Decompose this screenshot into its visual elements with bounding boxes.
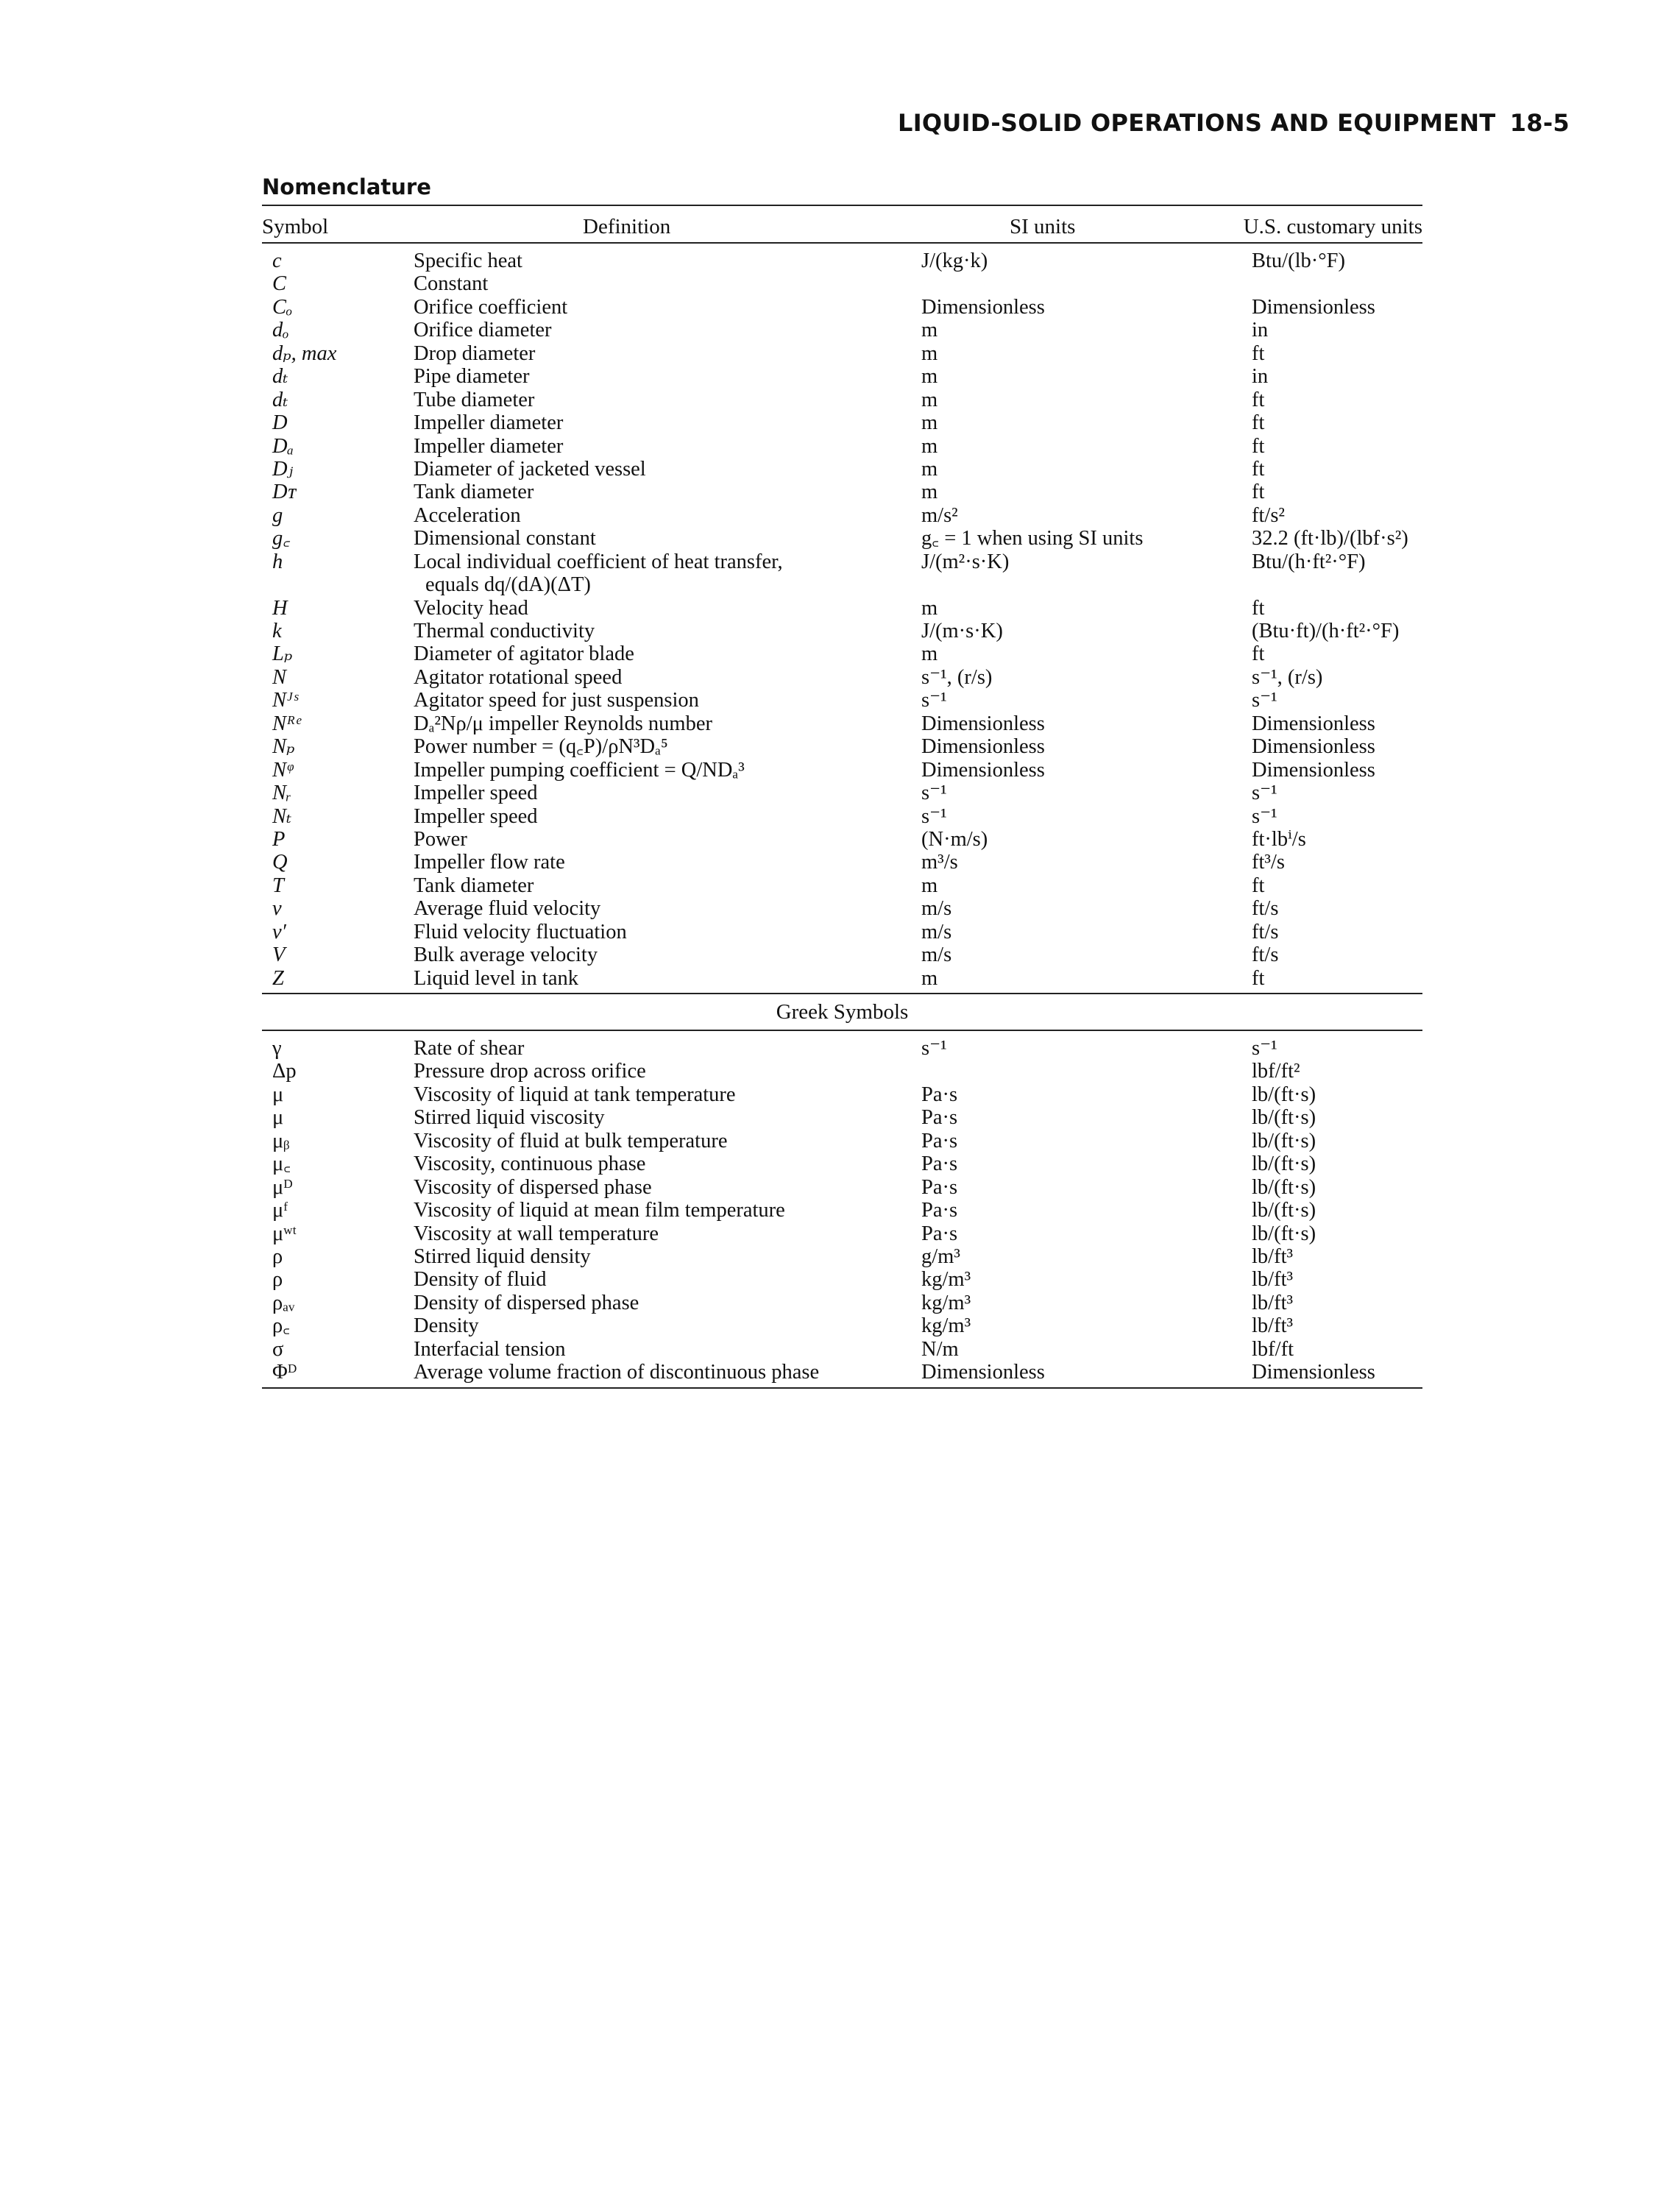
greek-symbol-rows: [262, 1037, 1422, 1384]
us-units-cell: ft: [1252, 642, 1265, 666]
symbol-cell: Lₚ: [272, 642, 293, 666]
definition-cell: Viscosity of liquid at mean film temperature: [414, 1199, 785, 1222]
si-units-cell: Dimensionless: [921, 712, 1045, 735]
si-units-cell: s⁻¹: [921, 804, 947, 828]
definition-cell: Tank diameter: [414, 481, 534, 504]
us-units-cell: lbf/ft: [1252, 1337, 1294, 1361]
symbol-cell: Nₜ: [272, 804, 292, 828]
table-row: [262, 921, 1422, 943]
symbol-cell: T: [272, 874, 284, 897]
symbol-cell: dₚ, max: [272, 341, 337, 365]
definition-cell: Bulk average velocity: [414, 943, 598, 967]
symbol-cell: dₒ: [272, 319, 289, 342]
symbol-cell: dₜ: [272, 388, 288, 411]
header-definition: Definition: [583, 215, 671, 238]
definition-cell: Impeller speed: [414, 804, 538, 828]
definition-cell: Drop diameter: [414, 341, 536, 365]
us-units-cell: ft: [1252, 596, 1265, 620]
si-units-cell: m/s²: [921, 503, 958, 527]
us-units-cell: ft: [1252, 457, 1265, 481]
si-units-cell: m: [921, 874, 938, 897]
definition-cell: Rate of shear: [414, 1037, 525, 1060]
table-row: [262, 805, 1422, 828]
si-units-cell: m: [921, 481, 938, 504]
definition-cell: Specific heat: [414, 249, 522, 272]
us-units-cell: lbf/ft²: [1252, 1060, 1300, 1083]
si-units-cell: Pa·s: [921, 1152, 958, 1176]
definition-cell: Average volume fraction of discontinuous phase: [414, 1361, 820, 1384]
definition-cell: Power number = (q꜀P)/ρN³Dₐ⁵: [414, 735, 668, 759]
table-row: [262, 1083, 1422, 1106]
si-units-cell: m: [921, 365, 938, 389]
si-units-cell: Pa·s: [921, 1106, 958, 1130]
symbol-cell: Δp: [272, 1060, 297, 1083]
si-units-cell: J/(kg·k): [921, 249, 988, 272]
us-units-cell: in: [1252, 319, 1269, 342]
us-units-cell: Dimensionless: [1252, 712, 1375, 735]
symbol-cell: dₜ: [272, 365, 288, 389]
si-units-cell: Dimensionless: [921, 735, 1045, 759]
definition-cell: Tube diameter: [414, 388, 535, 411]
us-units-cell: lb/ft³: [1252, 1291, 1294, 1314]
symbol-cell: μᶠ: [272, 1199, 288, 1222]
symbol-cell: D: [272, 411, 288, 435]
si-units-cell: (N·m/s): [921, 827, 988, 851]
us-units-cell: s⁻¹: [1252, 1037, 1277, 1060]
definition-cell: Diameter of agitator blade: [414, 642, 634, 666]
us-units-cell: ft/s: [1252, 897, 1279, 921]
us-units-cell: ft·lbⁱ/s: [1252, 827, 1306, 851]
si-units-cell: m: [921, 642, 938, 666]
table-row: [262, 782, 1422, 804]
si-units-cell: s⁻¹: [921, 782, 947, 805]
symbol-cell: h: [272, 550, 283, 573]
si-units-cell: Dimensionless: [921, 1361, 1045, 1384]
definition-cell: Constant: [414, 272, 489, 296]
definition-cell: Stirred liquid viscosity: [414, 1106, 605, 1130]
table-row: [262, 389, 1422, 411]
definition-continuation: equals dq/(dA)(ΔT): [425, 573, 591, 597]
running-head: [883, 109, 1578, 143]
us-units-cell: Dimensionless: [1252, 1361, 1375, 1384]
symbol-cell: N: [272, 665, 287, 689]
si-units-cell: g꜀ = 1 when using SI units: [921, 527, 1144, 550]
si-units-cell: m: [921, 388, 938, 411]
us-units-cell: ft: [1252, 434, 1265, 458]
symbol-cell: k: [272, 620, 282, 643]
us-units-cell: ft³/s: [1252, 851, 1285, 874]
symbol-cell: μ: [272, 1106, 284, 1130]
symbol-cell: Φᴰ: [272, 1361, 297, 1384]
definition-cell: Impeller pumping coefficient = Q/NDₐ³: [414, 758, 745, 782]
us-units-cell: ft: [1252, 481, 1265, 504]
definition-cell: Interfacial tension: [414, 1337, 566, 1361]
definition-cell: Impeller diameter: [414, 411, 564, 435]
table-header: [262, 206, 1422, 242]
si-units-cell: m/s: [921, 897, 952, 921]
table-row: [262, 1361, 1422, 1384]
definition-cell: Pressure drop across orifice: [414, 1060, 646, 1083]
us-units-cell: lb/(ft·s): [1252, 1106, 1316, 1130]
table-row: [262, 435, 1422, 458]
table-row: [262, 1060, 1422, 1083]
symbol-cell: γ: [272, 1037, 282, 1060]
table-row: [262, 1199, 1422, 1222]
table-bottom-rule: [262, 1387, 1422, 1389]
si-units-cell: kg/m³: [921, 1291, 971, 1314]
si-units-cell: Pa·s: [921, 1175, 958, 1199]
us-units-cell: ft/s: [1252, 920, 1279, 943]
si-units-cell: s⁻¹: [921, 1037, 947, 1060]
table-row: [262, 642, 1422, 665]
symbol-cell: Dⱼ: [272, 457, 294, 481]
si-units-cell: N/m: [921, 1337, 959, 1361]
definition-cell: Impeller speed: [414, 782, 538, 805]
symbol-cell: Q: [272, 851, 288, 874]
definition-cell: Viscosity at wall temperature: [414, 1222, 659, 1245]
definition-cell: Viscosity of dispersed phase: [414, 1175, 652, 1199]
table-row: [262, 1152, 1422, 1175]
si-units-cell: Pa·s: [921, 1199, 958, 1222]
definition-cell: Impeller diameter: [414, 434, 564, 458]
table-row: [262, 828, 1422, 851]
symbol-cell: V: [272, 943, 286, 967]
symbol-cell: Nᵣ: [272, 782, 292, 805]
definition-cell: Impeller flow rate: [414, 851, 565, 874]
symbol-cell: P: [272, 827, 286, 851]
table-row: [262, 504, 1422, 527]
definition-cell: Tank diameter: [414, 874, 534, 897]
table-row: [262, 967, 1422, 990]
symbol-cell: g: [272, 503, 283, 527]
symbol-cell: Cₒ: [272, 295, 293, 319]
table-row: [262, 1338, 1422, 1361]
symbol-cell: ρ: [272, 1268, 283, 1292]
symbol-cell: ρₐᵥ: [272, 1291, 295, 1314]
running-head-title: LIQUID-SOLID OPERATIONS AND EQUIPMENT: [898, 109, 1496, 137]
definition-cell: Viscosity of fluid at bulk temperature: [414, 1129, 728, 1152]
us-units-cell: s⁻¹: [1252, 782, 1277, 805]
si-units-cell: s⁻¹: [921, 689, 947, 712]
symbol-cell: Dᴛ: [272, 481, 296, 504]
si-units-cell: kg/m³: [921, 1268, 971, 1292]
definition-cell: Acceleration: [414, 503, 521, 527]
table-row: [262, 1222, 1422, 1245]
us-units-cell: lb/(ft·s): [1252, 1083, 1316, 1106]
table-row: [262, 296, 1422, 319]
si-units-cell: Dimensionless: [921, 758, 1045, 782]
table-row: [262, 1314, 1422, 1337]
definition-cell: Viscosity, continuous phase: [414, 1152, 646, 1176]
definition-cell: Viscosity of liquid at tank temperature: [414, 1083, 736, 1106]
table-row: [262, 1268, 1422, 1291]
si-units-cell: kg/m³: [921, 1314, 971, 1338]
symbol-rows: [262, 249, 1422, 990]
definition-cell: Orifice diameter: [414, 319, 552, 342]
definition-cell: Pipe diameter: [414, 365, 530, 389]
definition-cell: Agitator rotational speed: [414, 665, 623, 689]
si-units-cell: Dimensionless: [921, 295, 1045, 319]
us-units-cell: s⁻¹, (r/s): [1252, 665, 1323, 689]
symbol-cell: ρ: [272, 1244, 283, 1268]
symbol-cell: μʷᵗ: [272, 1222, 297, 1245]
symbol-cell: C: [272, 272, 287, 296]
definition-cell: Density of dispersed phase: [414, 1291, 639, 1314]
table-row: [262, 527, 1422, 550]
symbol-cell: Dₐ: [272, 434, 294, 458]
us-units-cell: Btu/(lb·°F): [1252, 249, 1345, 272]
si-units-cell: J/(m·s·K): [921, 620, 1003, 643]
us-units-cell: lb/(ft·s): [1252, 1222, 1316, 1245]
nomenclature-table: [262, 205, 1422, 1389]
us-units-cell: ft: [1252, 388, 1265, 411]
definition-cell: Fluid velocity fluctuation: [414, 920, 627, 943]
header-si-units: SI units: [1010, 215, 1076, 238]
definition-cell: Thermal conductivity: [414, 620, 595, 643]
si-units-cell: m: [921, 434, 938, 458]
symbol-cell: μᴰ: [272, 1175, 293, 1199]
table-row: [262, 249, 1422, 272]
symbol-cell: g꜀: [272, 527, 291, 550]
page-number: 18-5: [1509, 109, 1570, 137]
si-units-cell: g/m³: [921, 1244, 960, 1268]
table-row: [262, 735, 1422, 758]
definition-cell: Density: [414, 1314, 479, 1338]
us-units-cell: ft: [1252, 966, 1265, 990]
table-row: [262, 943, 1422, 966]
us-units-cell: Dimensionless: [1252, 758, 1375, 782]
symbol-cell: v′: [272, 920, 286, 943]
us-units-cell: lb/(ft·s): [1252, 1199, 1316, 1222]
us-units-cell: lb/ft³: [1252, 1268, 1294, 1292]
table-row: [262, 481, 1422, 503]
greek-symbols-header: Greek Symbols: [776, 1000, 909, 1024]
table-row: [262, 272, 1422, 295]
table-row: [262, 550, 1422, 597]
us-units-cell: lb/ft³: [1252, 1314, 1294, 1338]
definition-cell: Liquid level in tank: [414, 966, 578, 990]
symbol-cell: μ: [272, 1083, 284, 1106]
si-units-cell: m/s: [921, 943, 952, 967]
definition-cell: Agitator speed for just suspension: [414, 689, 699, 712]
definition-cell: Diameter of jacketed vessel: [414, 457, 646, 481]
table-row: [262, 1245, 1422, 1268]
us-units-cell: lb/ft³: [1252, 1244, 1294, 1268]
si-units-cell: m: [921, 457, 938, 481]
us-units-cell: ft: [1252, 874, 1265, 897]
definition-cell: Orifice coefficient: [414, 295, 568, 319]
symbol-cell: σ: [272, 1337, 284, 1361]
si-units-cell: J/(m²·s·K): [921, 550, 1010, 573]
table-row: [262, 689, 1422, 712]
si-units-cell: m/s: [921, 920, 952, 943]
table-row: [262, 1176, 1422, 1199]
us-units-cell: lb/(ft·s): [1252, 1175, 1316, 1199]
si-units-cell: s⁻¹, (r/s): [921, 665, 993, 689]
table-row: [262, 897, 1422, 920]
definition-cell: Average fluid velocity: [414, 897, 601, 921]
symbol-cell: v: [272, 897, 282, 921]
si-units-cell: m: [921, 596, 938, 620]
us-units-cell: lb/(ft·s): [1252, 1129, 1316, 1152]
symbol-cell: Nₚ: [272, 735, 295, 759]
si-units-cell: m³/s: [921, 851, 958, 874]
table-row: [262, 666, 1422, 689]
table-row: [262, 874, 1422, 897]
table-row: [262, 411, 1422, 434]
si-units-cell: Pa·s: [921, 1222, 958, 1245]
header-symbol: Symbol: [262, 215, 329, 238]
header-us-units: U.S. customary units: [1243, 215, 1422, 238]
table-row: [262, 458, 1422, 481]
us-units-cell: ft: [1252, 341, 1265, 365]
us-units-cell: ft/s²: [1252, 503, 1285, 527]
si-units-cell: m: [921, 966, 938, 990]
us-units-cell: Btu/(h·ft²·°F): [1252, 550, 1366, 573]
us-units-cell: ft/s: [1252, 943, 1279, 967]
us-units-cell: in: [1252, 365, 1269, 389]
definition-cell: Dₐ²Nρ/μ impeller Reynolds number: [414, 712, 712, 735]
table-row: [262, 1037, 1422, 1060]
us-units-cell: ft: [1252, 411, 1265, 435]
symbol-cell: Nᴶˢ: [272, 689, 298, 712]
symbol-cell: Z: [272, 966, 284, 990]
definition-cell: Local individual coefficient of heat transfer,: [414, 550, 783, 573]
symbol-cell: ρ꜀: [272, 1314, 291, 1338]
symbol-cell: c: [272, 249, 282, 272]
us-units-cell: 32.2 (ft·lb)/(lbf·s²): [1252, 527, 1408, 550]
table-row: [262, 851, 1422, 874]
table-row: [262, 712, 1422, 735]
us-units-cell: (Btu·ft)/(h·ft²·°F): [1252, 620, 1400, 643]
definition-cell: Power: [414, 827, 467, 851]
section-title: Nomenclature: [262, 174, 431, 199]
table-row: [262, 620, 1422, 642]
si-units-cell: Pa·s: [921, 1083, 958, 1106]
symbol-cell: Nᵠ: [272, 758, 293, 782]
definition-cell: Density of fluid: [414, 1268, 547, 1292]
table-row: [262, 1292, 1422, 1314]
symbol-cell: Nᴿᵉ: [272, 712, 301, 735]
si-units-cell: m: [921, 411, 938, 435]
us-units-cell: Dimensionless: [1252, 295, 1375, 319]
us-units-cell: s⁻¹: [1252, 689, 1277, 712]
us-units-cell: s⁻¹: [1252, 804, 1277, 828]
symbol-cell: μᵦ: [272, 1129, 290, 1152]
us-units-cell: Dimensionless: [1252, 735, 1375, 759]
si-units-cell: Pa·s: [921, 1129, 958, 1152]
si-units-cell: m: [921, 341, 938, 365]
definition-cell: Dimensional constant: [414, 527, 596, 550]
table-row: [262, 1130, 1422, 1152]
table-row: [262, 1106, 1422, 1129]
table-row: [262, 365, 1422, 388]
table-row: [262, 759, 1422, 782]
table-row: [262, 342, 1422, 365]
symbol-cell: μ꜀: [272, 1152, 291, 1176]
symbol-cell: H: [272, 596, 288, 620]
si-units-cell: m: [921, 319, 938, 342]
table-row: [262, 597, 1422, 620]
us-units-cell: lb/(ft·s): [1252, 1152, 1316, 1176]
definition-cell: Velocity head: [414, 596, 528, 620]
definition-cell: Stirred liquid density: [414, 1244, 591, 1268]
table-row: [262, 319, 1422, 341]
